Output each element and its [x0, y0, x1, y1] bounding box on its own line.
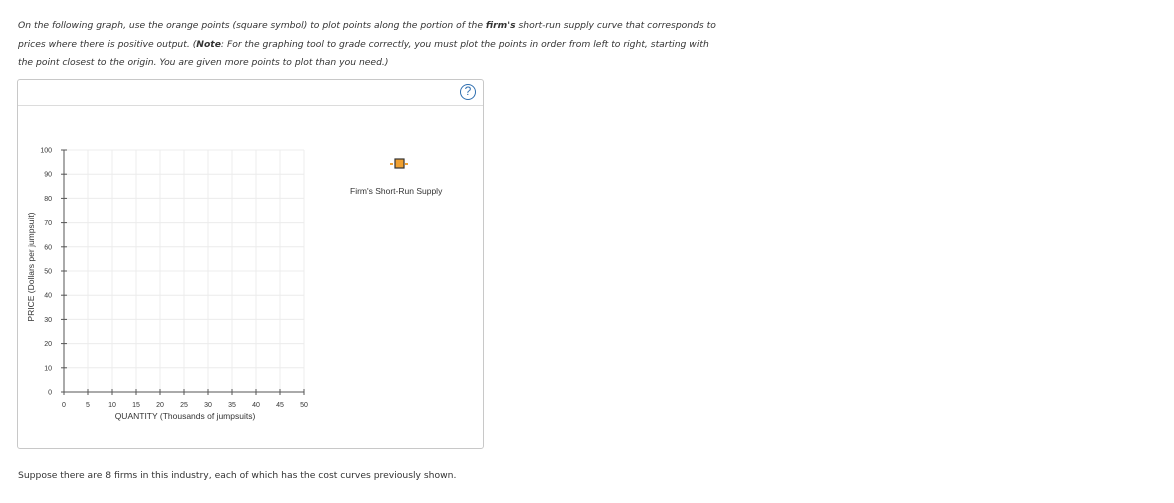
y-tick-label: 10: [44, 365, 52, 373]
x-tick-label: 0: [62, 402, 66, 409]
y-tick-label: 50: [44, 268, 52, 276]
y-tick-label: 90: [44, 171, 52, 179]
legend-point-tool[interactable]: [390, 159, 409, 168]
y-tick-label: 60: [44, 244, 52, 252]
x-axis-title: QUANTITY (Thousands of jumpsuits): [114, 411, 256, 421]
y-tick-labels: [40, 148, 52, 397]
orange-square-point-icon: [395, 159, 404, 168]
y-tick-label: 40: [44, 292, 52, 300]
grid-lines: [64, 150, 304, 392]
y-tick-label: 70: [44, 220, 52, 228]
x-tick-label: 45: [276, 402, 284, 409]
y-axis-title: PRICE (Dollars per jumpsuit): [26, 212, 36, 322]
x-tick-label: 15: [132, 402, 140, 409]
x-tick-label: 30: [204, 402, 212, 409]
y-tick-label: 20: [44, 341, 52, 349]
x-tick-label: 35: [228, 402, 236, 409]
axes: [61, 150, 304, 395]
y-tick-label: 100: [40, 147, 52, 155]
x-tick-label: 10: [108, 402, 116, 409]
y-tick-label: 30: [44, 316, 52, 324]
x-tick-label: 40: [252, 402, 260, 409]
x-tick-label: 25: [180, 402, 188, 409]
x-tick-label: 5: [86, 402, 90, 409]
instructions-text: On the following graph, use the orange points (square symbol) to plot points along the portion of the firm's short-run supply curve that corresponds to prices where there is positive output. (Note: For the graphing tool to grade correctly, you must plot the points in order from left to right, starting with the point closest to the origin. You are given more points to plot than you need.): [18, 20, 716, 68]
x-tick-label: 50: [300, 402, 308, 409]
y-tick-label: 0: [48, 389, 52, 397]
x-tick-labels: [62, 402, 308, 409]
help-icon[interactable]: ?: [460, 84, 476, 100]
legend-label: Firm's Short-Run Supply: [350, 186, 443, 196]
footer-text: Suppose there are 8 firms in this industry, each of which has the cost curves previously shown.: [18, 470, 457, 481]
x-tick-label: 20: [156, 402, 164, 409]
y-tick-label: 80: [44, 195, 52, 203]
